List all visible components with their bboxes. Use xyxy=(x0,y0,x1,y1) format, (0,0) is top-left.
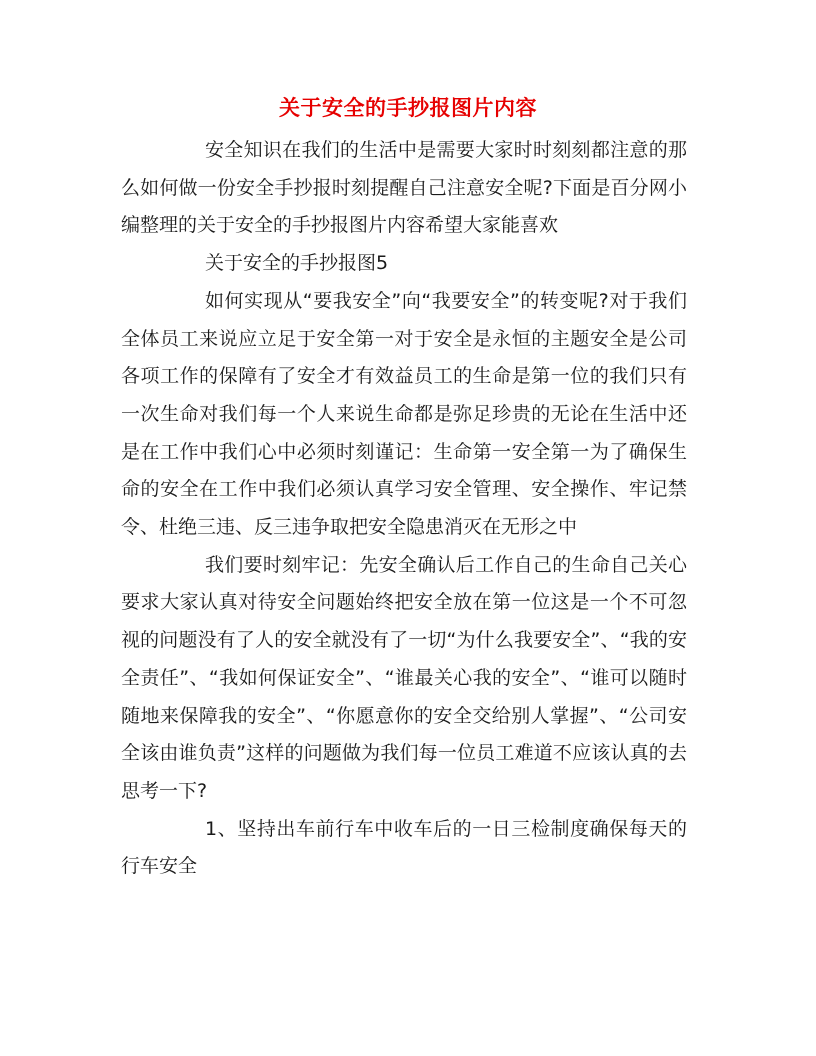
page-title: 关于安全的手抄报图片内容 xyxy=(279,95,537,120)
paragraph-image-caption: 关于安全的手抄报图5 xyxy=(205,252,389,275)
paragraph-item-1: 1、坚持出车前行车中收车后的一日三检制度确保每天的行车安全 xyxy=(121,817,687,878)
paragraph-intro: 安全知识在我们的生活中是需要大家时时刻刻都注意的那么如何做一份安全手抄报时刻提醒自己注意安全呢?下面是百分网小编整理的关于安全的手抄报图片内容希望大家能喜欢 xyxy=(121,139,687,237)
document-body xyxy=(121,132,687,886)
paragraph-safety-transformation: 如何实现从“要我安全”向“我要安全”的转变呢?对于我们全体员工来说应立足于安全第一对于安全是永恒的主题安全是公司各项工作的保障有了安全才有效益员工的生命是第一位的我们只有一次生命对我们每一个人来说生命都是弥足珍贵的无论在生活中还是在工作中我们心中必须时刻谨记：生命第一安全第一为了确保生命的安全在工作中我们必须认真学习安全管理、安全操作、牢记禁令、杜绝三违、反三违争取把安全隐患消灭在无形之中 xyxy=(121,289,687,539)
paragraph-remember-safety: 我们要时刻牢记：先安全确认后工作自己的生命自己关心要求大家认真对待安全问题始终把安全放在第一位这是一个不可忽视的问题没有了人的安全就没有了一切“为什么我要安全”、“我的安全责任”、“我如何保证安全”、“谁最关心我的安全”、“谁可以随时随地来保障我的安全”、“你愿意你的安全交给别人掌握”、“公司安全该由谁负责”这样的问题做为我们每一位员工难道不应该认真的去思考一下? xyxy=(121,553,687,802)
